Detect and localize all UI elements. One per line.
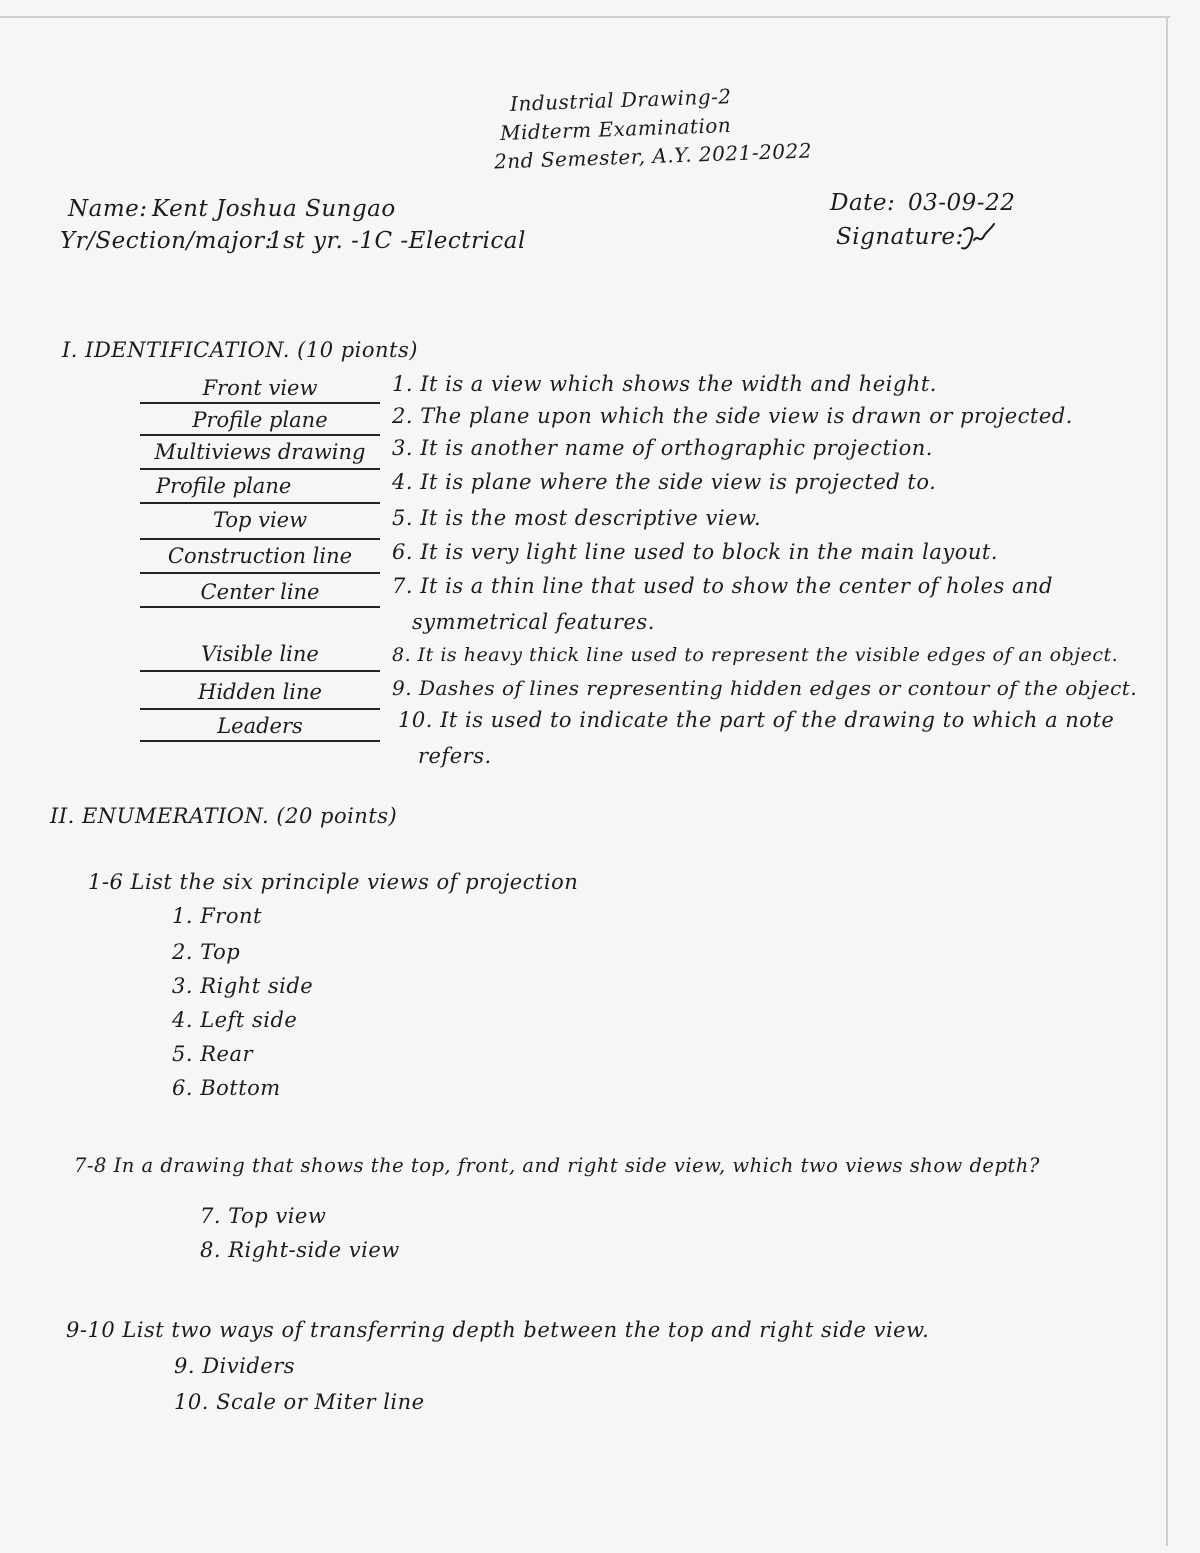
answer-9: Hidden line (198, 680, 322, 704)
question-9: 9. Dashes of lines representing hidden edges or contour of the object. (392, 676, 1138, 700)
enum-item-6: 6. Bottom (172, 1076, 281, 1100)
name-label: Name: (68, 196, 148, 222)
question-10: 10. It is used to indicate the part of the drawing to which a note (398, 708, 1115, 732)
exam-title: Midterm Examination (499, 112, 732, 146)
date-value: 03-09-22 (908, 190, 1016, 216)
enum-item-10: 10. Scale or Miter line (174, 1390, 425, 1414)
question-3: 3. It is another name of orthographic projection. (392, 436, 933, 460)
date-label: Date: (830, 190, 896, 216)
answer-line (140, 740, 380, 742)
enum-item-7: 7. Top view (200, 1204, 327, 1228)
question-6: 6. It is very light line used to block in the main layout. (392, 540, 999, 564)
question-4: 4. It is plane where the side view is projected to. (392, 470, 937, 494)
enum-item-1: 1. Front (172, 904, 262, 928)
scan-edge-top (0, 16, 1170, 18)
enum-item-8: 8. Right-side view (200, 1238, 400, 1262)
answer-6: Construction line (167, 544, 353, 568)
answer-7: Center line (200, 580, 320, 604)
enum-question-1: 1-6 List the six principle views of projection (88, 870, 579, 894)
answer-line (140, 538, 380, 540)
answer-8: Visible line (201, 642, 319, 666)
answer-10: Leaders (217, 714, 303, 738)
course-title: Industrial Drawing-2 (509, 84, 732, 116)
question-1: 1. It is a view which shows the width and height. (392, 372, 937, 396)
answer-line (140, 572, 380, 574)
question-7: 7. It is a thin line that used to show the center of holes and (392, 574, 1053, 598)
question-2: 2. The plane upon which the side view is drawn or projected. (392, 404, 1073, 428)
enum-item-2: 2. Top (172, 940, 241, 964)
signature-mark (960, 222, 998, 256)
answer-line (140, 606, 380, 608)
answer-3: Multiviews drawing (154, 440, 366, 464)
enum-question-2: 7-8 In a drawing that shows the top, front, and right side view, which two views show depth? (74, 1154, 1040, 1177)
question-7-cont: symmetrical features. (412, 610, 655, 634)
question-8: 8. It is heavy thick line used to represent the visible edges of an object. (392, 644, 1119, 666)
enum-item-4: 4. Left side (172, 1008, 298, 1032)
name-value: Kent Joshua Sungao (152, 196, 396, 222)
enum-question-3: 9-10 List two ways of transferring depth between the top and right side view. (66, 1318, 930, 1342)
question-10-cont: refers. (418, 744, 492, 768)
enum-item-9: 9. Dividers (174, 1354, 296, 1378)
answer-line (140, 708, 380, 710)
answer-4: Profile plane (156, 474, 292, 498)
identification-heading: I. IDENTIFICATION. (10 pionts) (62, 338, 418, 362)
section-value: 1st yr. -1C -Electrical (268, 228, 526, 254)
answer-line (140, 670, 380, 672)
answer-1: Front view (202, 376, 318, 400)
scan-edge-right (1166, 16, 1168, 1546)
answer-line (140, 502, 380, 504)
enum-item-3: 3. Right side (172, 974, 314, 998)
enumeration-heading: II. ENUMERATION. (20 points) (50, 804, 398, 828)
semester-line: 2nd Semester, A.Y. 2021-2022 (493, 138, 813, 174)
answer-2: Profile plane (192, 408, 328, 432)
section-label: Yr/Section/major: (60, 228, 273, 254)
question-5: 5. It is the most descriptive view. (392, 506, 762, 530)
answer-line (140, 402, 380, 404)
answer-5: Top view (212, 508, 308, 532)
signature-label: Signature: (836, 224, 964, 250)
answer-line (140, 468, 380, 470)
answer-line (140, 434, 380, 436)
enum-item-5: 5. Rear (172, 1042, 254, 1066)
